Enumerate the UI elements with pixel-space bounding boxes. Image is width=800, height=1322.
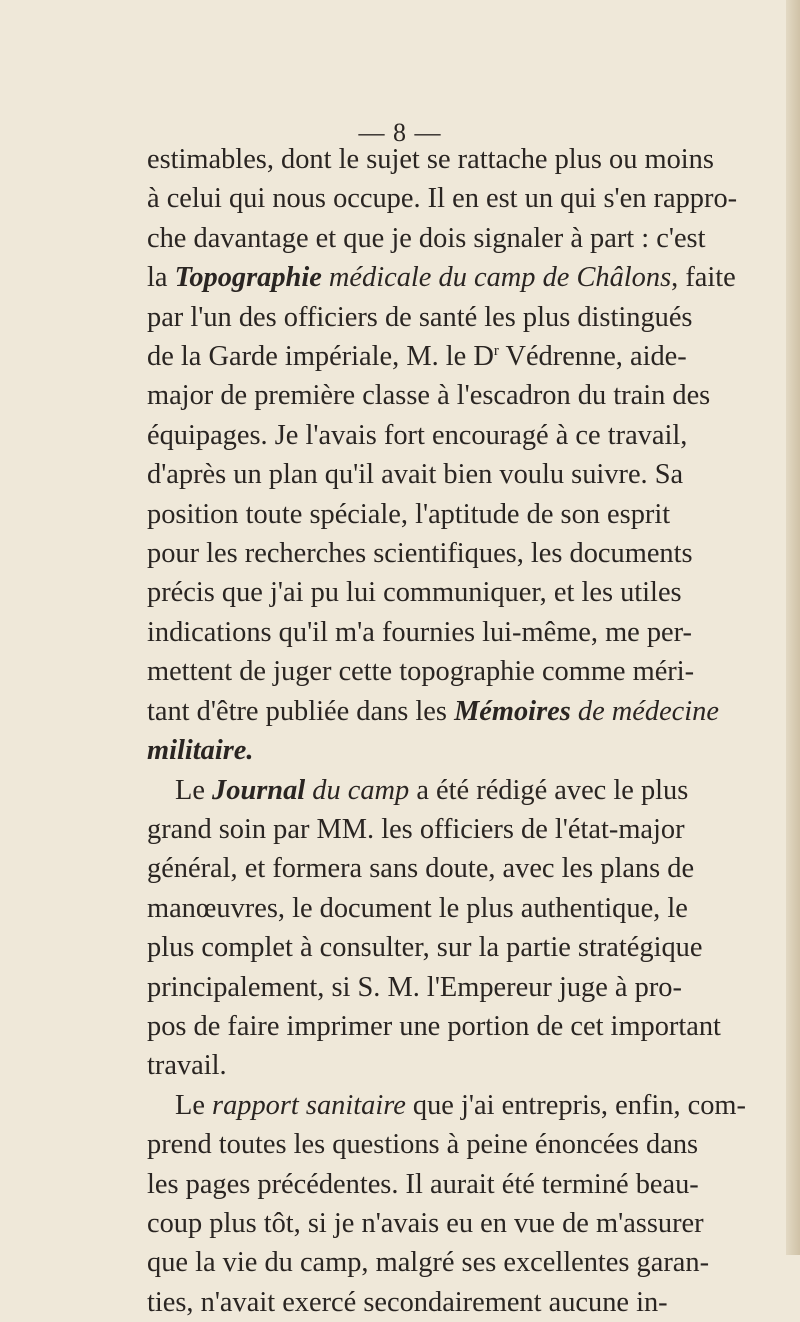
text-run: que la vie du camp, malgré ses excellentes garan- [147, 1247, 710, 1279]
styled-text: r [493, 343, 499, 360]
text-line [147, 1243, 710, 1282]
styled-text: rapport sanitaire [212, 1089, 406, 1121]
text-run: ties, n'avait exercé secondairement aucune in- [147, 1286, 668, 1318]
text-line [147, 455, 684, 494]
text-line [147, 1204, 704, 1243]
text-line [147, 1283, 668, 1322]
text-run: mettent de juger cette topographie comme méri- [147, 656, 695, 688]
text-line [147, 179, 738, 218]
text-run: coup plus tôt, si je n'avais eu en vue de m'assurer [147, 1207, 704, 1239]
text-line [147, 849, 695, 888]
text-run: major de première classe à l'escadron du train des [147, 380, 711, 412]
text-run: prend toutes les questions à peine énoncées dans [147, 1129, 699, 1161]
text-run: de la Garde impériale, M. le D [147, 341, 494, 373]
text-run: Le [175, 774, 213, 806]
text-line [147, 495, 671, 534]
styled-text: Topographie [174, 262, 322, 294]
text-run: équipages. Je l'avais fort encouragé à ce travail, [147, 419, 688, 451]
text-line [147, 1086, 746, 1125]
text-run: général, et formera sans doute, avec les plans de [147, 853, 695, 885]
text-run: Védrenne, aide- [498, 341, 687, 373]
text-line [147, 140, 714, 179]
text-run: principalement, si S. M. l'Empereur juge à pro- [147, 971, 682, 1003]
styled-text: du camp [305, 774, 410, 806]
text-line [147, 219, 706, 258]
text-run: a été rédigé avec le plus [409, 774, 689, 806]
text-line [147, 1165, 699, 1204]
text-run: à celui qui nous occupe. Il en est un qui s'en rappro- [147, 183, 738, 215]
text-run: précis que j'ai pu lui communiquer, et les utiles [147, 577, 682, 609]
body-text [147, 140, 746, 1322]
text-line [147, 889, 688, 928]
styled-text: médicale du camp de Châlons [321, 262, 672, 294]
text-line [147, 1125, 699, 1164]
text-run: tant d'être publiée dans les [147, 695, 455, 727]
text-run: plus complet à consulter, sur la partie stratégique [147, 932, 703, 964]
text-line [147, 258, 736, 297]
text-line [147, 1007, 721, 1046]
text-line [147, 573, 682, 612]
text-line [147, 968, 682, 1007]
text-line [147, 928, 703, 967]
text-line [147, 376, 711, 415]
text-line [147, 810, 685, 849]
text-line [147, 416, 688, 455]
text-line [147, 298, 693, 337]
text-line [147, 692, 719, 731]
text-line [147, 652, 695, 691]
text-run: d'après un plan qu'il avait bien voulu suivre. Sa [147, 459, 684, 491]
text-run: les pages précédentes. Il aurait été terminé beau- [147, 1168, 699, 1200]
text-line [147, 771, 689, 810]
styled-text: Mémoires [454, 695, 571, 727]
text-run: Le [175, 1089, 213, 1121]
text-line [147, 731, 655, 770]
text-run: travail. [147, 1050, 227, 1082]
page-edge [786, 0, 800, 1255]
text-run: grand soin par MM. les officiers de l'état-major [147, 813, 685, 845]
styled-text: de médecine [570, 695, 719, 727]
text-run: , faite [671, 262, 736, 294]
styled-text: militaire. [147, 735, 254, 767]
text-line [147, 534, 693, 573]
page-number: — 8 — [358, 118, 442, 147]
text-run: indications qu'il m'a fournies lui-même, me per- [147, 616, 692, 648]
text-run: que j'ai entrepris, enfin, com- [405, 1089, 746, 1121]
text-run: pos de faire imprimer une portion de cet important [147, 1010, 721, 1042]
text-run: la [147, 262, 175, 294]
styled-text: Journal [212, 774, 306, 806]
text-run: estimables, dont le sujet se rattache plus ou moins [147, 144, 714, 175]
text-run: position toute spéciale, l'aptitude de son esprit [147, 498, 671, 530]
text-line [147, 613, 692, 652]
text-line [147, 1046, 655, 1085]
text-run: par l'un des officiers de santé les plus distingués [147, 301, 693, 333]
text-run: pour les recherches scientifiques, les documents [147, 538, 693, 570]
text-line [147, 337, 687, 376]
text-run: manœuvres, le document le plus authentique, le [147, 892, 688, 924]
text-run: che davantage et que je dois signaler à part : c'est [147, 222, 706, 254]
